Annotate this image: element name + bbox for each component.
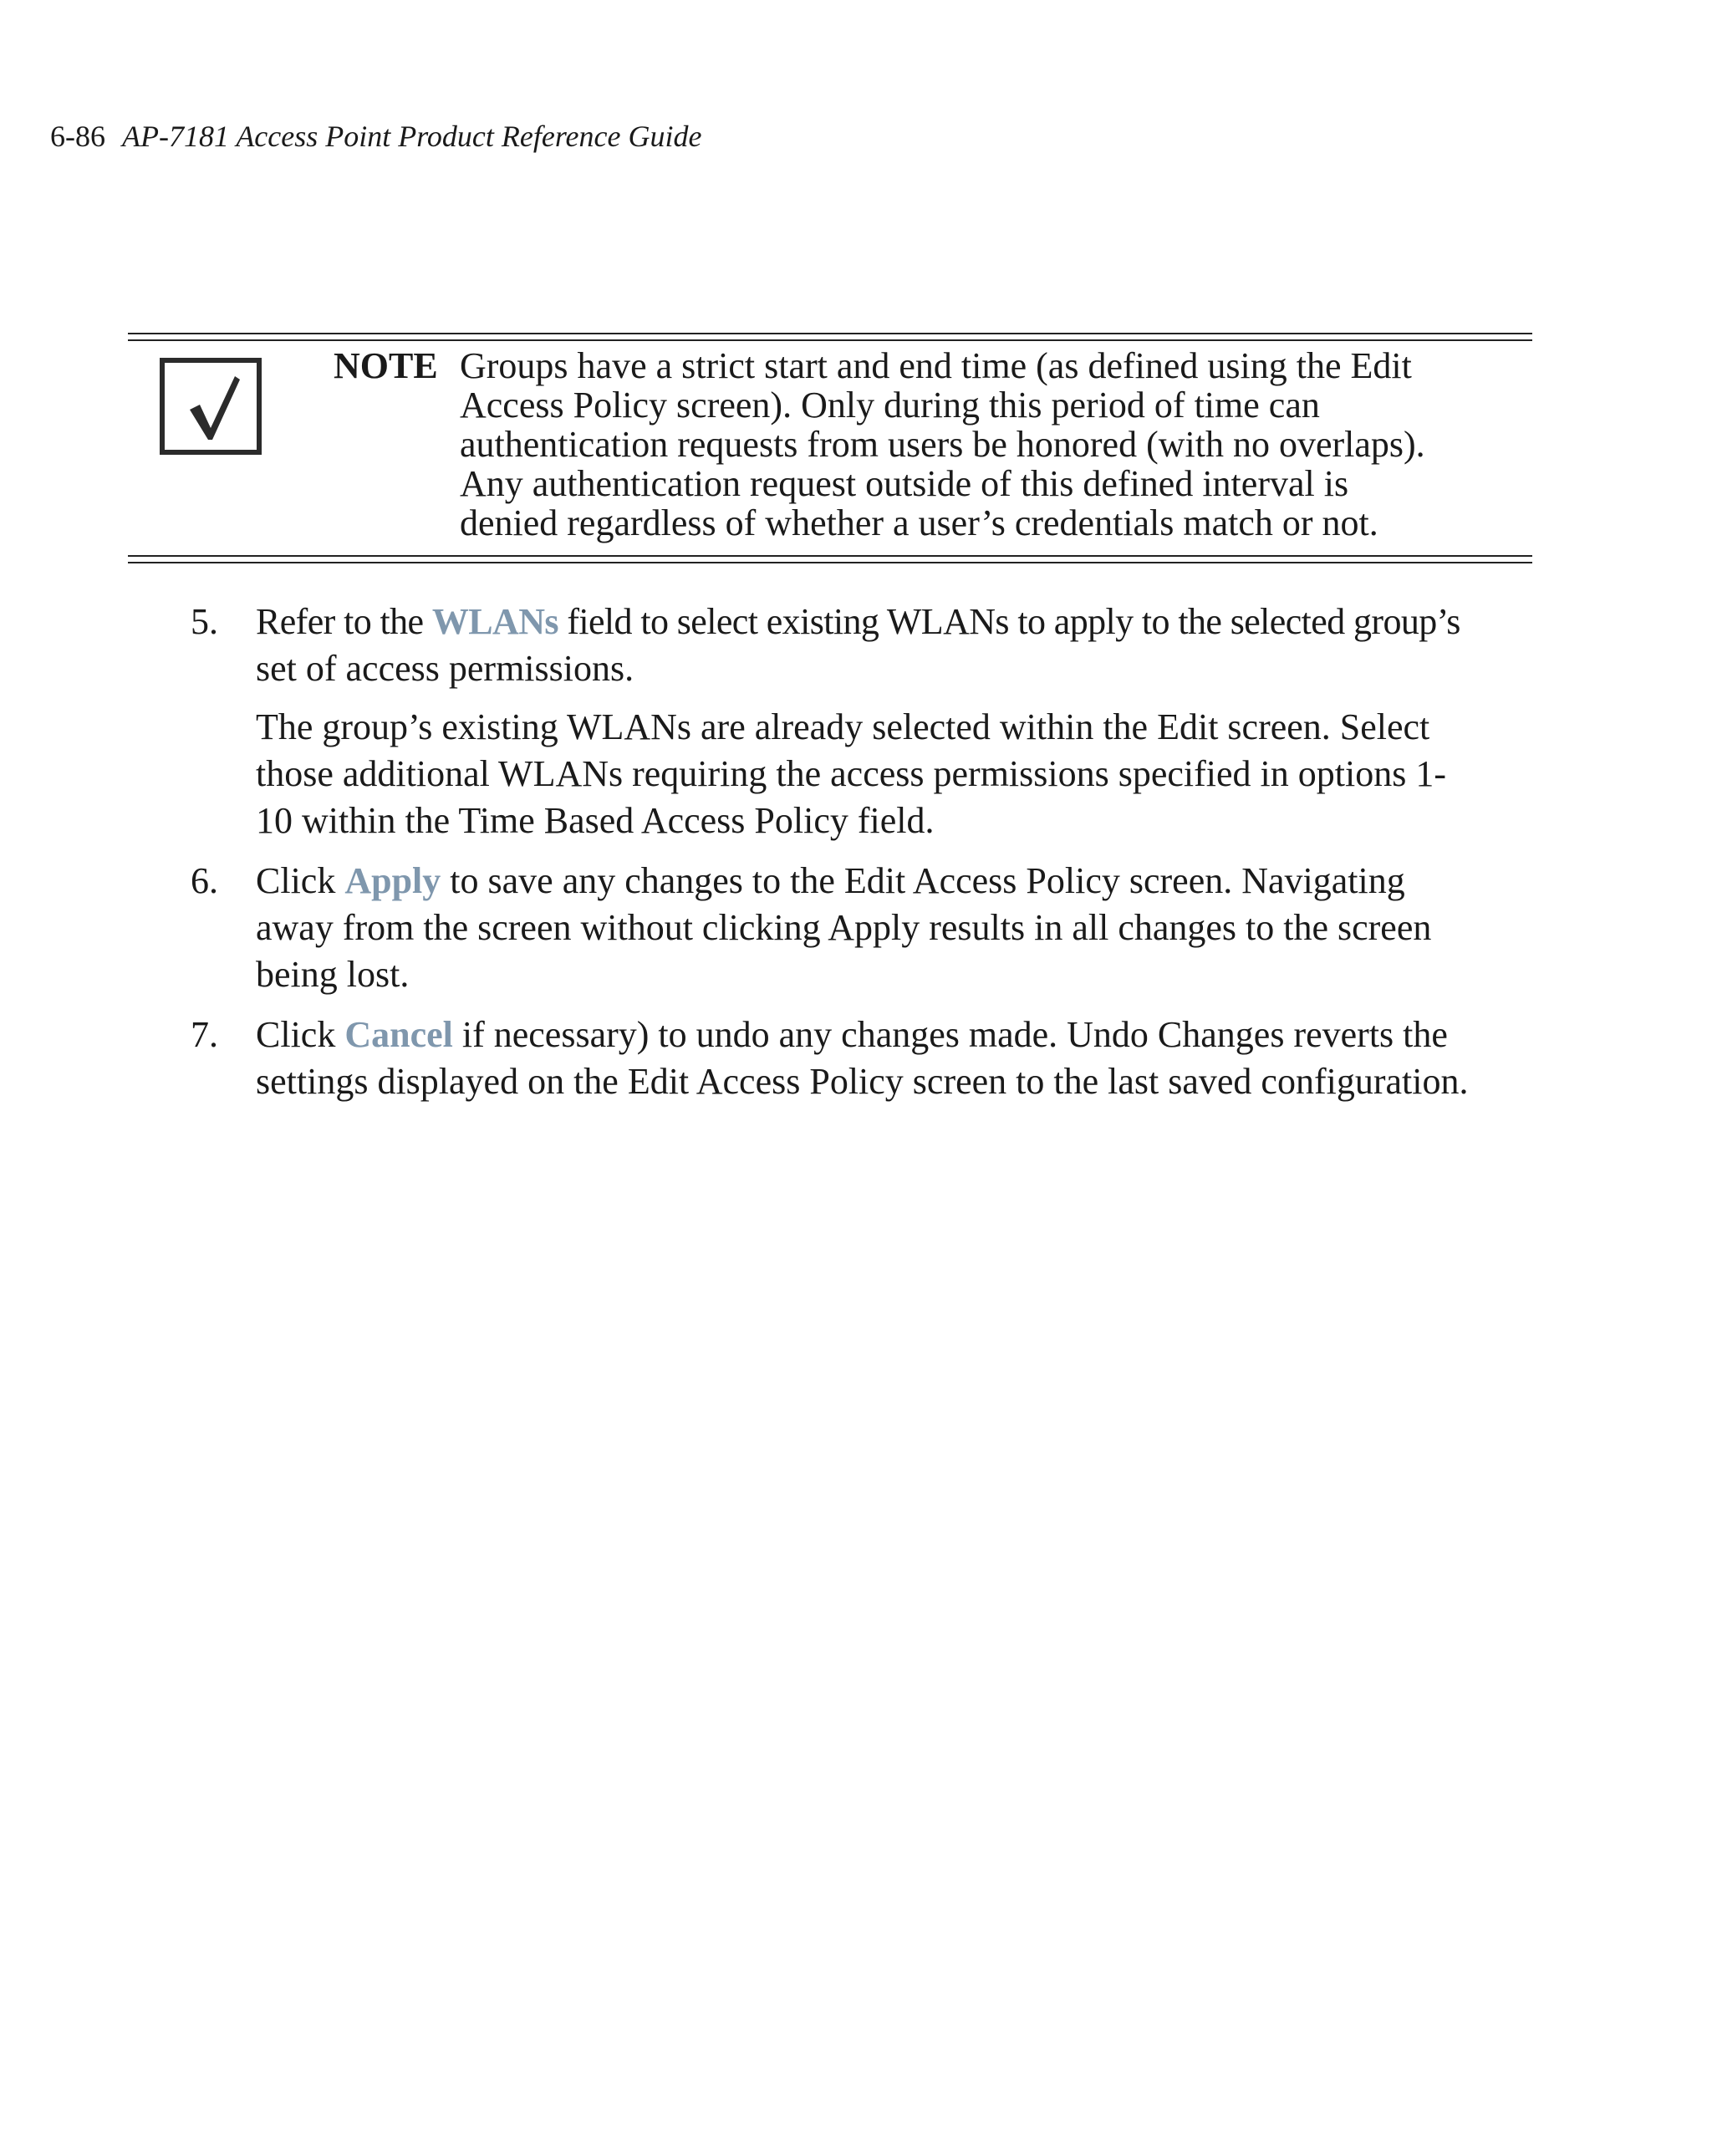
checkmark-icon xyxy=(160,358,262,455)
step-line xyxy=(256,858,1545,905)
step-line: settings displayed on the Edit Access Policy screen to the last saved configuration. xyxy=(256,1061,1469,1102)
step-line: 10 within the Time Based Access Policy field. xyxy=(256,800,935,841)
note-block xyxy=(128,333,1532,563)
step-text: Refer to the xyxy=(256,601,432,642)
step-number: 6. xyxy=(191,860,218,901)
steps-list xyxy=(191,599,1545,1105)
step-paragraph xyxy=(256,704,1545,844)
step-item xyxy=(191,858,1545,998)
note-label: NOTE xyxy=(334,345,438,386)
step-text: Click xyxy=(256,1014,345,1055)
step-text: Click xyxy=(256,860,345,901)
note-line: authentication requests from users be honored (with no overlaps). xyxy=(460,424,1425,465)
note-line: Access Policy screen). Only during this period of time can xyxy=(460,385,1320,426)
step-item xyxy=(191,1012,1545,1105)
note-line: denied regardless of whether a user’s credentials match or not. xyxy=(460,502,1378,543)
step-line xyxy=(256,1012,1545,1058)
step-line: being lost. xyxy=(256,954,410,995)
step-line: The group’s existing WLANs are already selected within the Edit screen. Select xyxy=(256,706,1430,747)
step-line xyxy=(256,599,1545,645)
step-line: set of access permissions. xyxy=(256,648,634,689)
note-top-rule xyxy=(128,333,1532,341)
note-bottom-rule xyxy=(128,555,1532,563)
cancel-button-reference: Cancel xyxy=(344,1014,453,1055)
page-number: 6-86 xyxy=(50,120,105,153)
note-line: Any authentication request outside of this defined interval is xyxy=(460,463,1349,504)
page-header xyxy=(50,119,701,154)
step-item xyxy=(191,599,1545,844)
step-line: away from the screen without clicking Apply results in all changes to the screen xyxy=(256,907,1432,948)
guide-title: AP-7181 Access Point Product Reference Guide xyxy=(122,120,702,153)
note-text xyxy=(460,346,1521,543)
step-text: if necessary) to undo any changes made. Undo Changes reverts the xyxy=(452,1014,1448,1055)
step-text: field to select existing WLANs to apply to the selected group’s xyxy=(558,601,1460,642)
step-number: 7. xyxy=(191,1014,218,1055)
wlans-field-reference: WLANs xyxy=(431,601,558,642)
apply-button-reference: Apply xyxy=(344,860,441,901)
step-text: to save any changes to the Edit Access Policy screen. Navigating xyxy=(441,860,1405,901)
note-line: Groups have a strict start and end time (as defined using the Edit xyxy=(460,345,1412,386)
step-line: those additional WLANs requiring the access permissions specified in options 1- xyxy=(256,753,1447,794)
step-number: 5. xyxy=(191,601,218,642)
